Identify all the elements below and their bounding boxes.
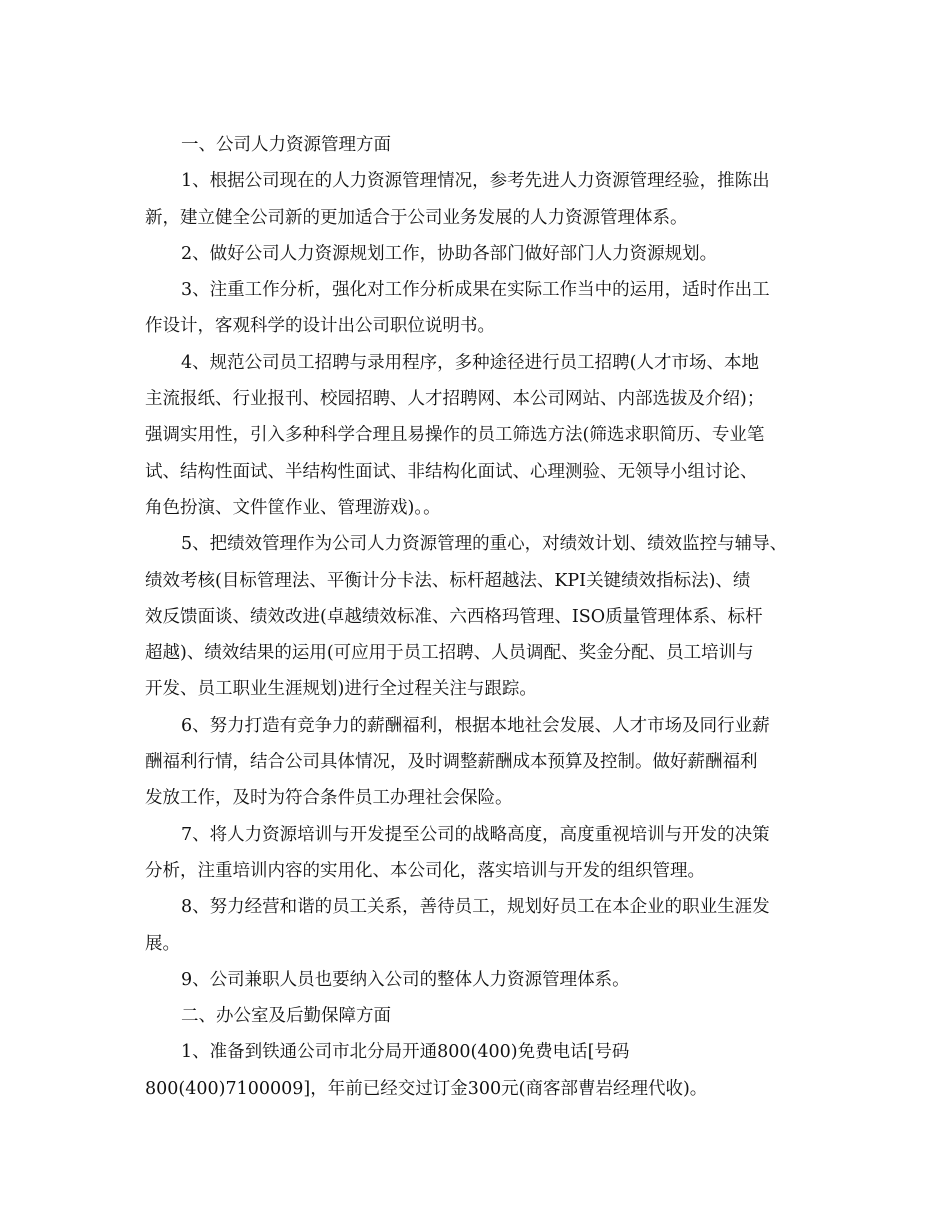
text-line: 7、将人力资源培训与开发提至公司的战略高度，高度重视培训与开发的决策 [181,824,770,845]
text-line: 分析，注重培训内容的实用化、本公司化，落实培训与开发的组织管理。 [145,860,705,881]
text-line: 4、规范公司员工招聘与录用程序，多种途径进行员工招聘(人才市场、本地 [181,352,759,373]
text-line: 1、准备到铁通公司市北分局开通800(400)免费电话[号码 [181,1042,630,1063]
text-line: 发放工作，及时为符合条件员工办理社会保险。 [145,788,513,809]
text-line: 800(400)7100009]，年前已经交过订金300元(商客部曹岩经理代收)。 [145,1078,708,1099]
text-line: 强调实用性，引入多种科学合理且易操作的员工筛选方法(筛选求职简历、专业笔 [145,425,765,446]
text-line: 展。 [145,933,180,954]
text-line: 绩效考核(目标管理法、平衡计分卡法、标杆超越法、KPI关键绩效指标法)、绩 [145,570,751,591]
document-body [145,127,825,1107]
text-line: 一、公司人力资源管理方面 [181,135,391,155]
text-line: 2、做好公司人力资源规划工作，协助各部门做好部门人力资源规划。 [181,243,718,264]
text-line: 作设计，客观科学的设计出公司职位说明书。 [145,316,495,337]
text-line: 6、努力打造有竞争力的薪酬福利，根据本地社会发展、人才市场及同行业薪 [181,715,770,736]
text-line: 1、根据公司现在的人力资源管理情况，参考先进人力资源管理经验，推陈出 [181,171,770,192]
text-line: 试、结构性面试、半结构性面试、非结构化面试、心理测验、无领导小组讨论、 [145,461,758,482]
text-line: 效反馈面谈、绩效改进(卓越绩效标准、六西格玛管理、ISO质量管理体系、标杆 [145,606,763,627]
text-line: 3、注重工作分析，强化对工作分析成果在实际工作当中的运用，适时作出工 [181,280,770,301]
text-line: 超越)、绩效结果的运用(可应用于员工招聘、人员调配、奖金分配、员工培训与 [145,643,754,664]
text-line: 角色扮演、文件筐作业、管理游戏)。。 [145,497,441,518]
text-line: 5、把绩效管理作为公司人力资源管理的重心，对绩效计划、绩效监控与辅导、 [181,534,788,555]
text-line: 二、办公室及后勤保障方面 [181,1006,391,1027]
text-line: 9、公司兼职人员也要纳入公司的整体人力资源管理体系。 [181,969,630,990]
text-line: 新，建立健全公司新的更加适合于公司业务发展的人力资源管理体系。 [145,207,688,228]
text-line: 酬福利行情，结合公司具体情况，及时调整薪酬成本预算及控制。做好薪酬福利 [145,752,758,773]
text-line: 8、努力经营和谐的员工关系，善待员工，规划好员工在本企业的职业生涯发 [181,897,770,918]
text-line: 开发、员工职业生涯规划)进行全过程关注与跟踪。 [145,679,537,700]
text-line: 主流报纸、行业报刊、校园招聘、人才招聘网、本公司网站、内部选拔及介绍)； [145,389,765,410]
